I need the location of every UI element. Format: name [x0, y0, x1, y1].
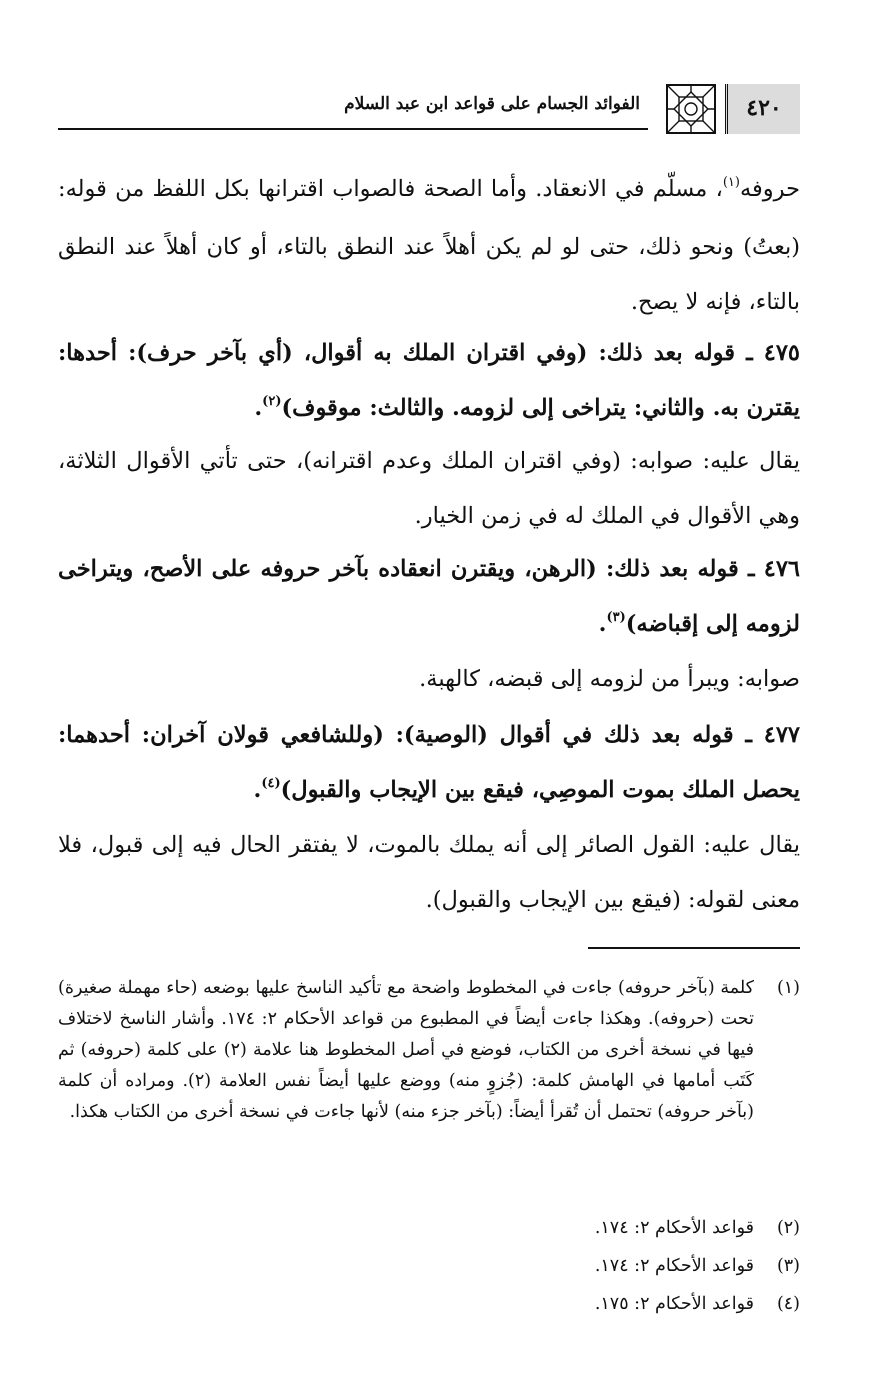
paragraph-476	[58, 542, 800, 655]
paragraph-7	[58, 818, 800, 928]
footnote-text: قواعد الأحكام ٢: ١٧٤.	[594, 1256, 754, 1276]
footnote-1	[58, 973, 800, 1128]
paragraph-1-rest: ، مسلّم في الانعقاد. وأما الصحة فالصواب اقترانها بكل اللفظ من قوله: (بعتُ) ونحو ذلك، حتى لو لم يكن أهلاً عند النطق بالتاء، أو كان أهلاً عند النطق بالتاء، فإنه لا يصح.	[58, 176, 800, 315]
paragraph-1	[58, 162, 800, 330]
footnote-2	[58, 1213, 800, 1244]
footnote-text: قواعد الأحكام ٢: ١٧٥.	[594, 1294, 754, 1314]
footnote-4	[58, 1289, 800, 1320]
footnote-number: (٤)	[776, 1294, 800, 1314]
paragraph-1-start: حروفه	[739, 176, 800, 202]
paragraph-477	[58, 708, 800, 821]
paragraph-475-text: ٤٧٥ ـ قوله بعد ذلك: (وفي اقتران الملك به أقوال، (أي بآخر حرف): أحدها: يقترن به. والثاني: يتراخى إلى لزومه. والثالث: موقوف)	[58, 340, 800, 421]
footnote-ref-2[interactable]: (٢)	[262, 394, 282, 409]
paragraph-477-end: .	[253, 777, 262, 803]
paragraph-7-text: يقال عليه: القول الصائر إلى أنه يملك بالموت، لا يفتقر الحال فيه إلى قبول، فلا معنى لقوله: (فيقع بين الإيجاب والقبول).	[58, 832, 800, 913]
page-number-box	[725, 84, 800, 134]
paragraph-475-end: .	[254, 395, 263, 421]
paragraph-477-text: ٤٧٧ ـ قوله بعد ذلك في أقوال (الوصية): (وللشافعي قولان آخران: أحدهما: يحصل الملك بموت الموصِي، فيقع بين الإيجاب والقبول)	[58, 722, 800, 803]
footnote-number: (١)	[776, 978, 800, 998]
page-number: ٤٢٠	[746, 95, 782, 121]
footnote-number: (٢)	[776, 1218, 800, 1238]
paragraph-476-end: .	[598, 611, 607, 637]
paragraph-5-text: صوابه: ويبرأ من لزومه إلى قبضه، كالهبة.	[419, 666, 800, 692]
paragraph-3	[58, 434, 800, 544]
footnote-ref-1[interactable]: (١)	[722, 175, 740, 190]
running-title: الفوائد الجسام على قواعد ابن عبد السلام	[344, 94, 640, 114]
footnote-number: (٣)	[776, 1256, 800, 1276]
footnote-3	[58, 1251, 800, 1282]
paragraph-5	[58, 652, 800, 707]
footnote-text: قواعد الأحكام ٢: ١٧٤.	[594, 1218, 754, 1238]
footnote-separator	[588, 947, 800, 949]
paragraph-475	[58, 326, 800, 439]
header-rule	[58, 128, 648, 130]
footnote-ref-3[interactable]: (٣)	[606, 610, 626, 625]
ornament-icon	[666, 84, 716, 134]
page-header	[58, 84, 800, 132]
paragraph-476-text: ٤٧٦ ـ قوله بعد ذلك: (الرهن، ويقترن انعقاده بآخر حروفه على الأصح، ويتراخى لزومه إلى إقباضه)	[58, 556, 800, 637]
footnote-text: كلمة (بآخر حروفه) جاءت في المخطوط واضحة مع تأكيد الناسخ عليها بوضعه (حاء مهملة صغيرة) تحت (حروفه). وهكذا جاءت أيضاً في المطبوع من قواعد الأحكام ٢: ١٧٤. وأشار الناسخ لاختلاف فيها في نسخة أخرى من الكتاب، فوضع في أصل المخطوط هنا علامة (٢) على كلمة (حروفه) ثم كَتَب أمامها في الهامش كلمة: (جُزوٍ منه) ووضع عليها أيضاً نفس العلامة (٢). ومراده أن كلمة (بآخر حروفه) تحتمل أن تُقرأ أيضاً: (بآخر جزء منه) لأنها جاءت في نسخة أخرى من الكتاب هكذا.	[58, 978, 754, 1122]
paragraph-3-text: يقال عليه: صوابه: (وفي اقتران الملك وعدم اقترانه)، حتى تأتي الأقوال الثلاثة، وهي الأقوال في الملك له في زمن الخيار.	[58, 448, 800, 529]
footnote-ref-4[interactable]: (٤)	[261, 776, 281, 791]
